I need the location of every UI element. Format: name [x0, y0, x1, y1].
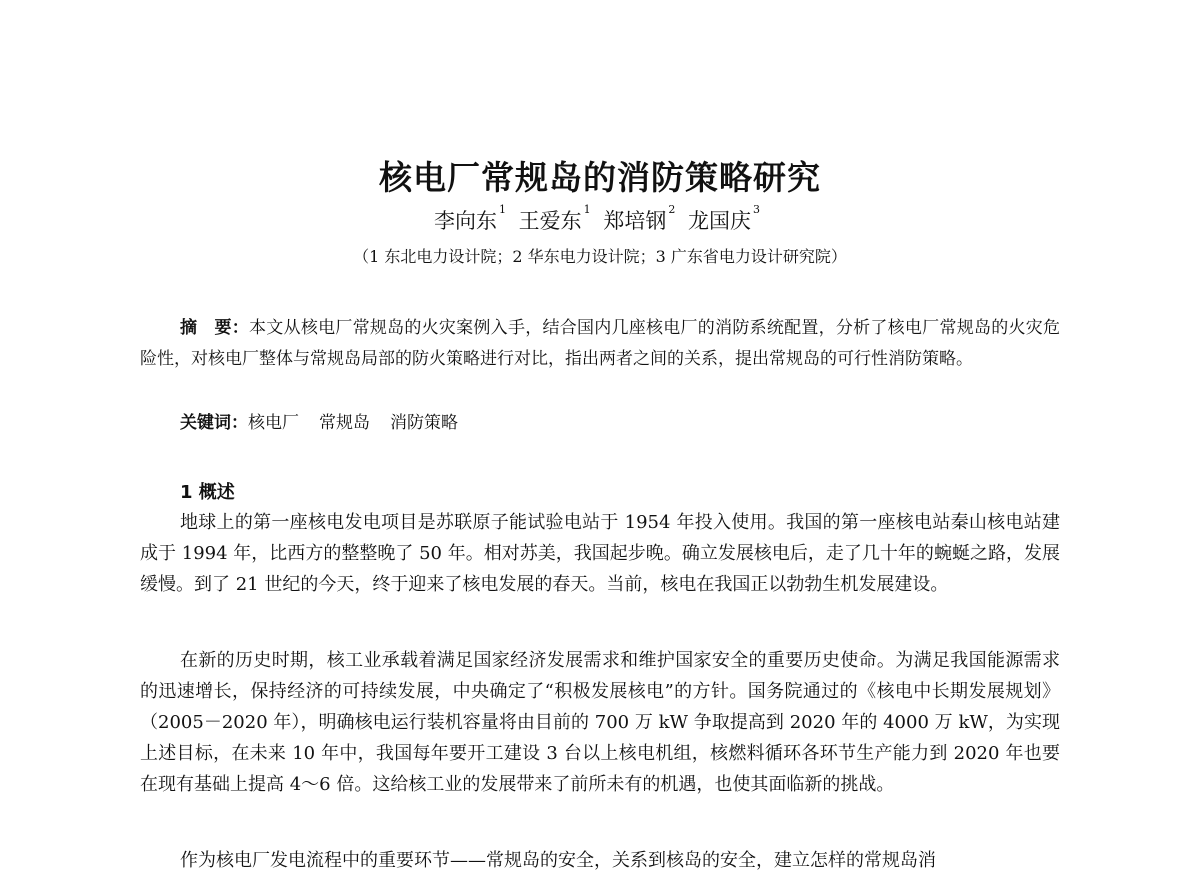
body-paragraph: 作为核电厂发电流程中的重要环节——常规岛的安全，关系到核岛的安全，建立怎样的常规岛消: [180, 850, 936, 871]
author-list: [0, 205, 1200, 235]
author-affiliation-mark: 1: [498, 203, 506, 216]
body-paragraph: 地球上的第一座核电发电项目是苏联原子能试验电站于 1954 年投入使用。我国的第一座核电站秦山核电站建成于 1994 年，比西方的整整晚了 50 年。相对苏美，我国起步晚。确立发展核电后，走了几十年的蜿蜒之路，发展缓慢。到了 21 世纪的今天，终于迎来了核电发展的春天。当前，核电在我国正以勃勃生机发展建设。: [140, 512, 1060, 595]
author-name: 王爱东: [518, 209, 582, 233]
keyword: 核电厂: [248, 413, 299, 433]
abstract: [140, 313, 1060, 375]
author-name: 龙国庆: [688, 209, 752, 233]
author-affiliation-mark: 2: [668, 203, 676, 216]
paper-title: 核电厂常规岛的消防策略研究: [379, 158, 821, 197]
section-heading: 1 概述: [180, 482, 235, 503]
author-name: 李向东: [433, 209, 497, 233]
author-name: 郑培钢: [603, 209, 667, 233]
keywords: [180, 408, 478, 439]
abstract-label: 摘 要：: [180, 318, 250, 338]
abstract-text: 本文从核电厂常规岛的火灾案例入手，结合国内几座核电厂的消防系统配置，分析了核电厂常规岛的火灾危险性，对核电厂整体与常规岛局部的防火策略进行对比，指出两者之间的关系，提出常规岛的可行性消防策略。: [140, 318, 1061, 369]
author-affiliation-mark: 1: [583, 203, 591, 216]
keywords-label: 关键词：: [180, 413, 248, 433]
body-paragraph: 在新的历史时期，核工业承载着满足国家经济发展需求和维护国家安全的重要历史使命。为满足我国能源需求的迅速增长，保持经济的可持续发展，中央确定了“积极发展核电”的方针。国务院通过的《核电中长期发展规划》（2005－2020 年），明确核电运行装机容量将由目前的 700 万 kW 争取提高到 2020 年的 4000 万 kW，为实现上述目标，在未来 10 年中，我国每年要开工建设 3 台以上核电机组，核燃料循环各环节生产能力到 2020 年也要在现有基础上提高 4～6 倍。这给核工业的发展带来了前所未有的机遇，也使其面临新的挑战。: [140, 650, 1060, 795]
affiliations: （1 东北电力设计院；2 华东电力设计院；3 广东省电力设计研究院）: [353, 247, 847, 266]
keyword: 消防策略: [390, 413, 458, 433]
author-affiliation-mark: 3: [753, 203, 761, 216]
keyword: 常规岛: [319, 413, 370, 433]
